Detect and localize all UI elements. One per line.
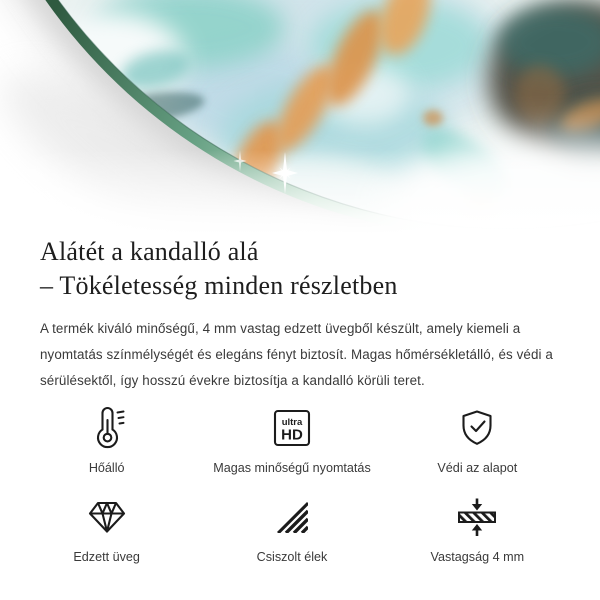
- product-photo: [0, 0, 600, 235]
- ultra-label: ultra: [281, 417, 303, 428]
- glass-disc-image: [0, 0, 600, 235]
- ultra-hd-icon: [271, 404, 313, 452]
- feature-label: Védi az alapot: [437, 461, 518, 475]
- page-title-line2: – Tökéletesség minden részletben: [40, 271, 398, 300]
- shield-check-icon: [458, 404, 496, 452]
- feature-label: Magas minőségű nyomtatás: [213, 461, 371, 475]
- diamond-icon: [87, 493, 127, 541]
- feature-thickness: [385, 493, 570, 565]
- hd-label: HD: [281, 426, 303, 444]
- feature-heat-resistant: [14, 404, 199, 476]
- feature-protects-base: [385, 404, 570, 476]
- feature-label: Edzett üveg: [73, 550, 140, 564]
- polished-edges-icon: [275, 493, 309, 541]
- product-description: A termék kiváló minőségű, 4 mm vastag edzett üvegből készült, amely kiemeli a nyomtatás színmélységét és elegáns fényt biztosít. Magas hőmérsékletálló, és védi a sérülésektől, így hosszú évekre biztosítja a kandalló körüli teret.: [40, 321, 553, 388]
- page-title-line1: Alátét a kandalló alá: [40, 237, 259, 266]
- thickness-icon: [456, 493, 498, 541]
- page-title: [40, 235, 560, 303]
- feature-polished-edges: [199, 493, 384, 565]
- feature-tempered-glass: [14, 493, 199, 565]
- thermometer-icon: [87, 404, 127, 452]
- feature-label: Csiszolt élek: [256, 550, 328, 564]
- text-section: [0, 235, 600, 394]
- feature-label: Hőálló: [88, 461, 125, 475]
- feature-print-quality: [199, 404, 384, 476]
- hero-fade: [0, 135, 600, 235]
- feature-label: Vastagság 4 mm: [430, 550, 525, 564]
- features-grid: [0, 404, 600, 565]
